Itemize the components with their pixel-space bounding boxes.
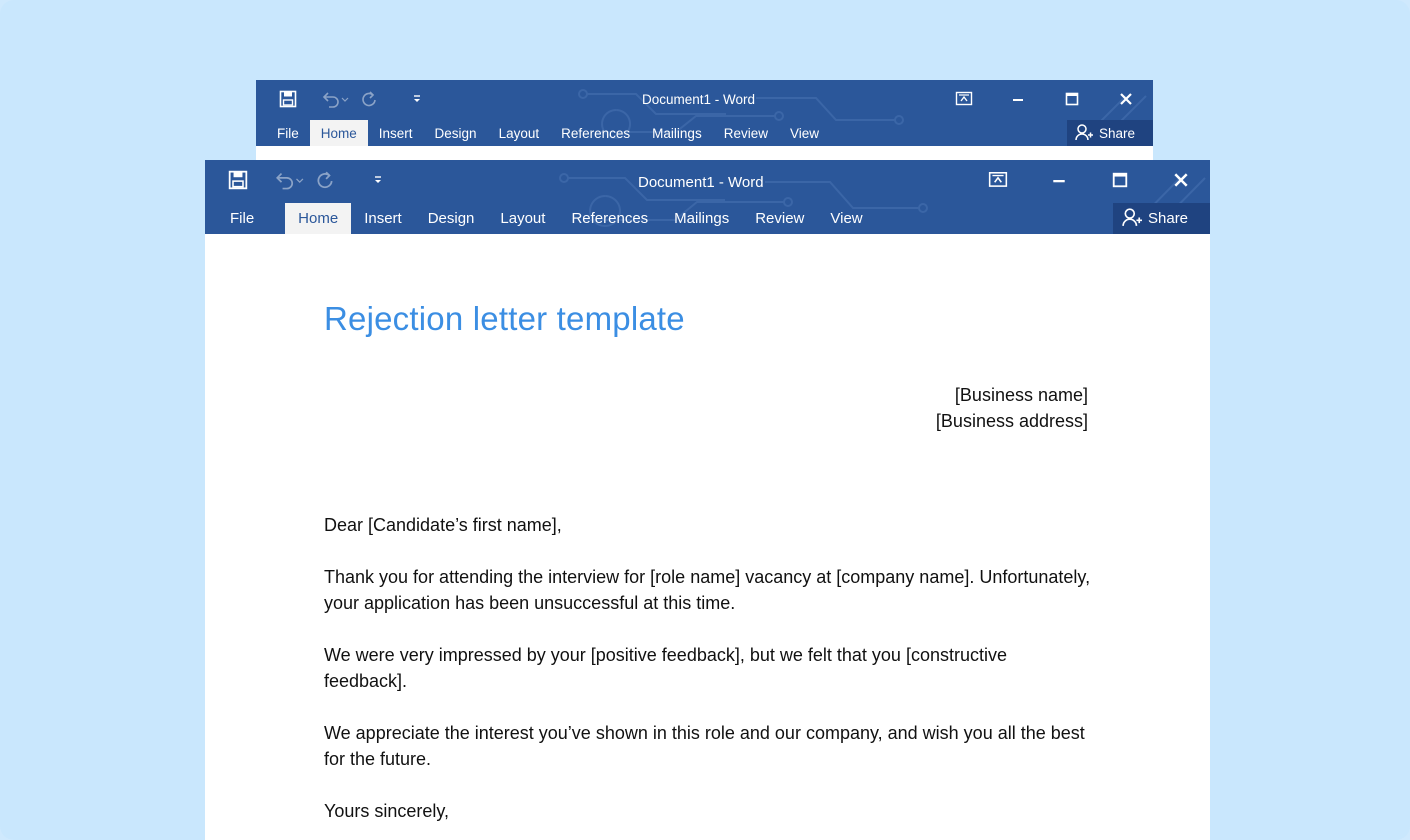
minimize-icon[interactable] — [1046, 172, 1072, 188]
undo-icon[interactable] — [273, 170, 305, 190]
person-add-icon — [1075, 123, 1093, 144]
tab-references[interactable]: References — [561, 125, 631, 141]
tab-design[interactable]: Design — [434, 125, 477, 141]
tab-review[interactable]: Review — [755, 210, 805, 227]
tab-view[interactable]: View — [789, 125, 819, 141]
tab-home[interactable]: Home — [310, 120, 368, 146]
tab-review[interactable]: Review — [723, 125, 768, 141]
tab-references[interactable]: References — [571, 210, 649, 227]
tab-layout[interactable]: Layout — [498, 125, 540, 141]
ribbon-tabs — [217, 203, 876, 234]
letter-body — [324, 512, 1094, 840]
share-label: Share — [1148, 210, 1189, 227]
ribbon-tabs — [266, 120, 830, 146]
tab-insert[interactable]: Insert — [378, 125, 413, 141]
document-title: Rejection letter template — [324, 300, 685, 337]
maximize-icon[interactable] — [1060, 92, 1084, 106]
tab-home[interactable]: Home — [285, 203, 351, 234]
share-label: Share — [1099, 125, 1136, 141]
customize-quick-access-icon[interactable] — [371, 174, 385, 186]
body-paragraph: Thank you for attending the interview for [role name] vacancy at [company name]. Unfortunately, your application has been unsuccessful at this time. — [324, 567, 1091, 613]
quick-access-toolbar — [278, 88, 424, 110]
maximize-icon[interactable] — [1107, 172, 1133, 188]
ribbon-display-options-icon[interactable] — [985, 171, 1011, 189]
window-title: Document1 - Word — [642, 92, 756, 107]
close-icon[interactable] — [1168, 172, 1194, 188]
undo-icon[interactable] — [320, 90, 350, 108]
close-icon[interactable] — [1114, 92, 1138, 106]
window-controls — [952, 88, 1138, 110]
title-bar-and-ribbon — [205, 160, 1210, 234]
tab-insert[interactable]: Insert — [364, 210, 402, 227]
share-button[interactable] — [1113, 203, 1210, 234]
business-address-line: [Business address] — [935, 411, 1088, 431]
window-controls — [985, 168, 1194, 192]
tab-design[interactable]: Design — [427, 210, 475, 227]
business-name-line: [Business name] — [954, 385, 1088, 405]
back-word-window — [256, 80, 1153, 160]
quick-access-toolbar — [227, 168, 385, 192]
redo-icon[interactable] — [313, 170, 337, 190]
front-word-window — [205, 160, 1210, 840]
tab-file[interactable]: File — [230, 210, 255, 227]
salutation-paragraph: Dear [Candidate’s first name], — [324, 515, 562, 535]
save-icon[interactable] — [278, 90, 298, 108]
body-paragraph: We appreciate the interest you’ve shown in this role and our company, and wish you all the best for the future. — [324, 723, 1085, 769]
tab-mailings[interactable]: Mailings — [652, 125, 702, 141]
tab-mailings[interactable]: Mailings — [674, 210, 730, 227]
tab-view[interactable]: View — [830, 210, 863, 227]
person-add-icon — [1122, 207, 1142, 231]
business-address-block — [936, 382, 1088, 434]
save-icon[interactable] — [227, 170, 249, 190]
closing-paragraph: Yours sincerely, — [324, 801, 450, 821]
window-title: Document1 - Word — [638, 174, 764, 191]
ribbon-display-options-icon[interactable] — [952, 91, 976, 107]
body-paragraph: We were very impressed by your [positive feedback], but we felt that you [constructive feedback]. — [324, 645, 1007, 691]
tab-file[interactable]: File — [277, 125, 299, 141]
back-document-page — [256, 146, 1153, 160]
tab-layout[interactable]: Layout — [500, 210, 546, 227]
customize-quick-access-icon[interactable] — [410, 93, 424, 105]
redo-icon[interactable] — [358, 90, 380, 108]
share-button[interactable] — [1067, 120, 1153, 146]
minimize-icon[interactable] — [1006, 92, 1030, 106]
